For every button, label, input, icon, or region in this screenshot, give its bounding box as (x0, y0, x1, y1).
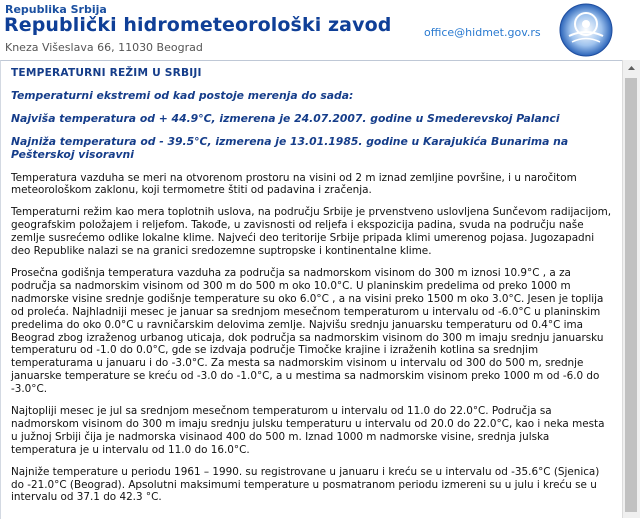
article (11, 67, 613, 513)
paragraph-2: Temperaturni režim kao mera toplotnih uslova, na području Srbije je prvenstveno uslovljena Sunčevom radijacijom, geografskim položajem i reljefom. Takođe, u zavisnosti od reljefa i ekspozicija padina, svuda na području naše zemlje susrećemo odlike lokalne klime. Najveći deo teritorije Srbije pripada klimi umerenog pojasa. Jugozapadni deo Republike nalazi se na granici sredozemne suptropske i kontinentalne klime. (11, 206, 612, 258)
scrollbar[interactable] (622, 60, 640, 518)
paragraph-1: Temperatura vazduha se meri na otvorenom prostoru na visini od 2 m iznad zemljine površine, i u naročitom meteorološkom zaklonu, koji termometre štiti od padavina i zračenja. (11, 171, 577, 197)
logo-icon[interactable] (555, 2, 617, 60)
page-heading: TEMPERATURNI REŽIM U SRBIJI (11, 67, 202, 79)
site-header (0, 0, 640, 60)
paragraph-5: Najniže temperature u periodu 1961 – 1990. su registrovane u januaru i kreću se u intervalu od -35.6°C (Sjenica) do -21.0°C (Beograd). Apsolutni maksimumi temperature u posmatranom periodu izmereni su u julu i kreću se u intervalu od 37.1 do 42.3 °C. (11, 465, 600, 504)
content-frame (0, 60, 637, 519)
scrollbar-thumb[interactable] (625, 78, 637, 512)
header-title[interactable]: Republički hidrometeorološki zavod (4, 14, 392, 36)
extremes-heading: Temperaturni ekstremi od kad postoje merenja do sada: (11, 88, 354, 102)
scroll-up-arrow-icon[interactable] (623, 60, 640, 76)
paragraph-4: Najtopliji mesec je jul sa srednjom mesečnom temperaturom u intervalu od 11.0 do 22.0°C. Područja sa nadmorskom visinom do 300 m imaju srednju julsku temperaturu u intervalu od 20.0 do 22.0°C, kao i neka mesta u južnoj Srbiji čija je nadmorska visinaod 400 do 500 m. Iznad 1000 m nadmorske visine, srednja julska temperatura je u intervalu od 11.0 do 16.0°C. (11, 405, 605, 456)
email-link[interactable]: office@hidmet.gov.rs (424, 26, 541, 39)
paragraph-3: Prosečna godišnja temperatura vazduha za područja sa nadmorskom visinom do 300 m iznosi 10.9°C , a za područja sa nadmorskim visinom od 300 m do 500 m oko 10.0°C. U planinskim predelima od preko 1000 m nadmorske visine srednje godišnje temperature su oko 6.0°C , a na visini preko 1500 m oko 3.0°C. Jesen je toplija od proleća. Najhladniji mesec je januar sa srednjom mesečnom temperaturom u intervalu od -6.0°C u planinskim predelima do oko 0.0°C u ravničarskim delovima zemlje. Najvišu srednju januarsku temperaturu od 0.4°C ima Beograd zbog izraženog urbanog uticaja, dok područja sa nadmorskim visinom do 300 m imaju srednju januarsku temperaturu od -1.0 do 0.0°C, gde se izdvaja područje Timočke krajine i izraženih kotlina sa srednjim temperaturama u januaru i do -3.0°C. Za mesta sa nadmorskim visinom u intervalu od 300 do 500 m, srednje januarske temperature se kreću od -3.0 do -1.0°C, a u mestima sa nadmorskim visinom preko 1000 m od -6.0 do -3.0°C. (11, 266, 604, 396)
header-address: Kneza Višeslava 66, 11030 Beograd (5, 41, 203, 54)
min-temperature-line: Najniža temperatura od - 39.5°C, izmerena je 13.01.1985. godine u Karajukića Bunarima na Pešterskoj visoravni (11, 134, 569, 161)
max-temperature-line: Najviša temperatura od + 44.9°C, izmerena je 24.07.2007. godine u Smederevskoj Palanci (11, 111, 560, 125)
header-country: Republika Srbija (5, 3, 107, 16)
